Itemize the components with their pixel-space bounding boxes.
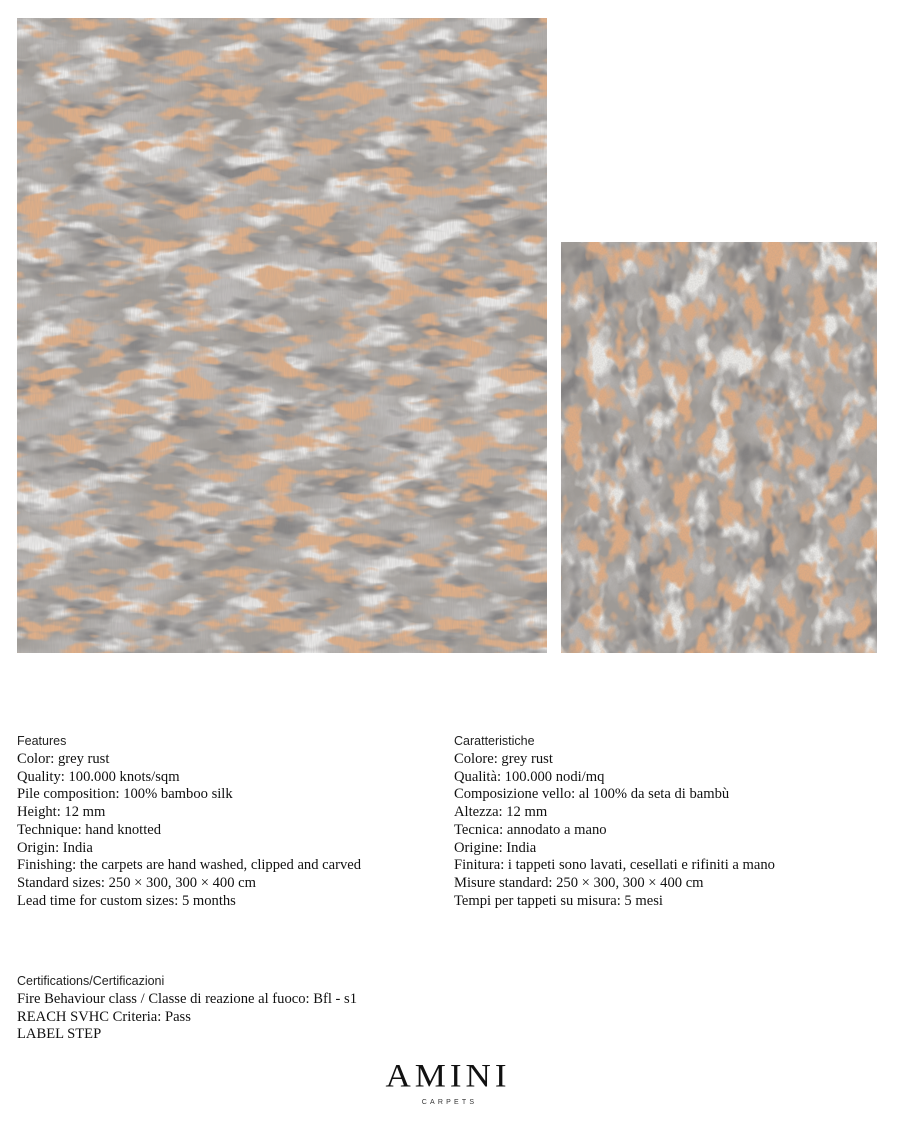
rug-full-texture: [17, 18, 547, 653]
rug-detail-image: [561, 242, 877, 653]
certifications-section: [17, 973, 517, 1044]
feature-it-line: Finitura: i tappeti sono lavati, cesellati e rifiniti a mano: [454, 857, 775, 874]
feature-it-line: Origine: India: [454, 839, 537, 856]
certification-line: LABEL STEP: [17, 1026, 102, 1043]
rug-detail-texture: [561, 242, 877, 653]
feature-en-line: Origin: India: [17, 839, 93, 856]
feature-en-line: Technique: hand knotted: [17, 821, 162, 838]
amini-logo: [368, 1058, 528, 1114]
rug-full-image: [17, 18, 547, 653]
feature-en-line: Lead time for custom sizes: 5 months: [17, 892, 236, 909]
feature-it-line: Colore: grey rust: [454, 751, 553, 767]
features-en-section: [17, 733, 437, 910]
logo-wordmark: AMINI: [385, 1057, 511, 1095]
feature-it-line: Altezza: 12 mm: [454, 804, 548, 821]
features-it-section: [454, 733, 894, 910]
certifications-heading: Certifications/Certificazioni: [17, 974, 165, 988]
feature-it-line: Misure standard: 250 × 300, 300 × 400 cm: [454, 874, 704, 891]
features-en-heading: Features: [17, 734, 67, 748]
feature-en-line: Height: 12 mm: [17, 804, 106, 821]
feature-it-line: Tempi per tappeti su misura: 5 mesi: [454, 892, 663, 909]
feature-it-line: Composizione vello: al 100% da seta di bambù: [454, 786, 730, 803]
certification-line: REACH SVHC Criteria: Pass: [17, 1008, 191, 1025]
feature-en-line: Finishing: the carpets are hand washed, clipped and carved: [17, 857, 362, 874]
feature-en-line: Pile composition: 100% bamboo silk: [17, 786, 233, 803]
feature-it-line: Qualità: 100.000 nodi/mq: [454, 768, 605, 785]
feature-it-line: Tecnica: annodato a mano: [454, 821, 607, 838]
logo-subtitle: CARPETS: [421, 1099, 478, 1106]
feature-en-line: Quality: 100.000 knots/sqm: [17, 768, 180, 785]
features-it-heading: Caratteristiche: [454, 734, 535, 748]
feature-en-line: Standard sizes: 250 × 300, 300 × 400 cm: [17, 874, 256, 891]
feature-en-line: Color: grey rust: [17, 751, 110, 767]
certification-line: Fire Behaviour class / Classe di reazione al fuoco: Bfl - s1: [17, 991, 358, 1007]
